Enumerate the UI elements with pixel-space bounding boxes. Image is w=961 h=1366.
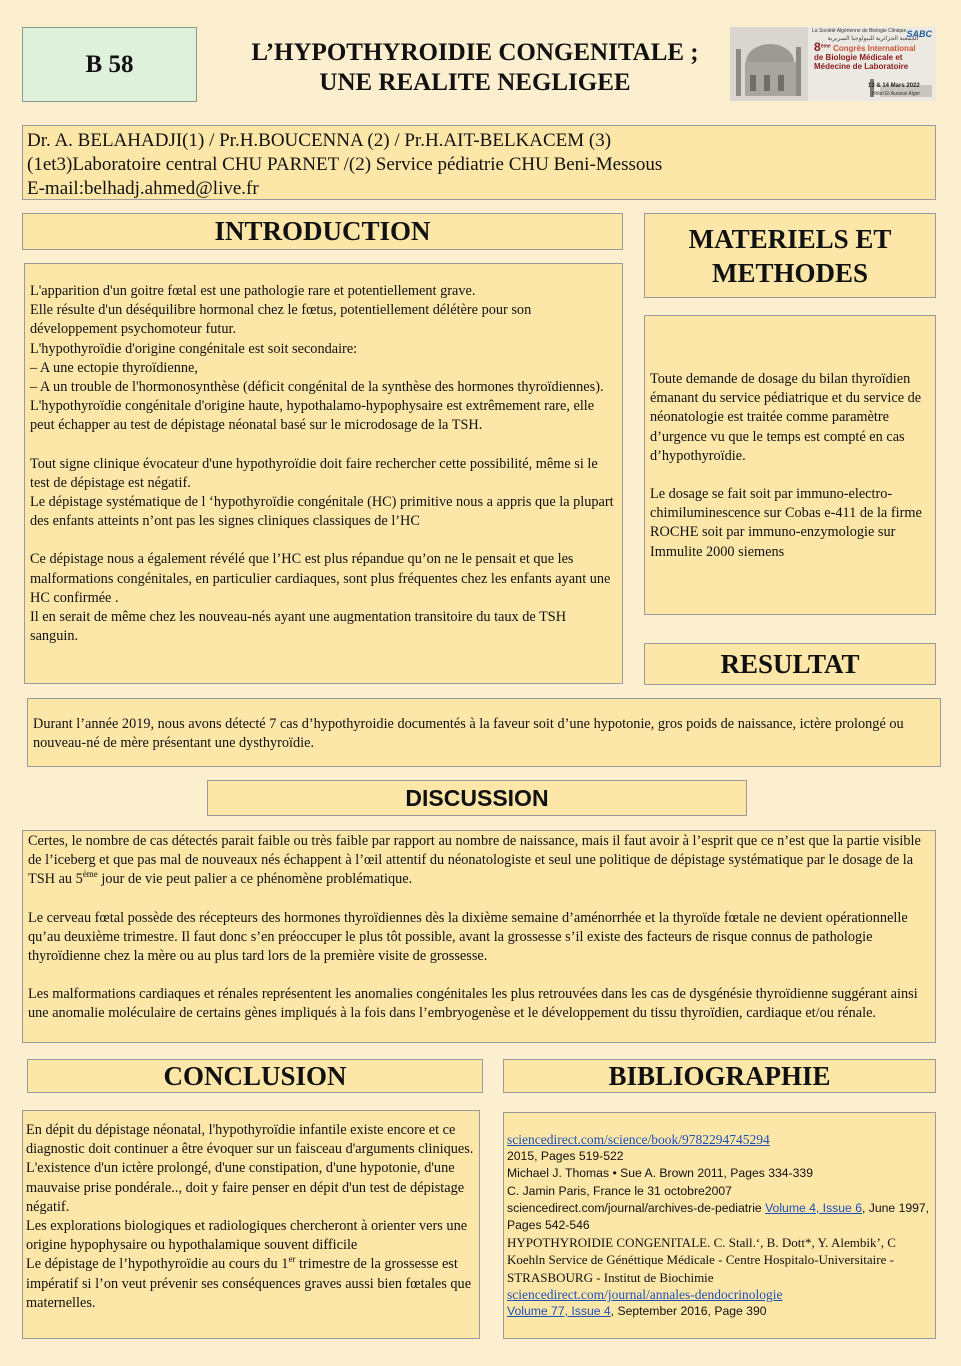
conclusion-last-line bbox=[26, 1255, 474, 1313]
bib-entry: Michael J. Thomas • Sue A. Brown 2011, Pages 334-339 bbox=[507, 1166, 813, 1181]
discussion-heading: DISCUSSION bbox=[405, 784, 549, 811]
bib-entry: HYPOTHYROIDIE CONGENITALE. C. Stall.‘, B. Dott*, Y. Alembik’, C Koehln Service de Généttique Médicale - Centre Hospitalo-Universitaire - STRASBOURG - Institut de Biochimie bbox=[507, 1235, 896, 1285]
discussion-p1-sup: ème bbox=[82, 869, 98, 880]
poster-id: B 58 bbox=[85, 50, 134, 78]
logo-dates: 13 & 14 Mars 2022 bbox=[868, 83, 920, 89]
bib-entry bbox=[507, 1200, 932, 1234]
bib-entry bbox=[507, 1303, 932, 1320]
congress-logo bbox=[730, 27, 936, 101]
methods-heading-line2: METHODES bbox=[711, 257, 869, 288]
intro-line: Il en serait de même chez les nouveau-nés ayant une augmentation transitoire du taux de TSH sanguin. bbox=[30, 609, 567, 645]
bibliography-body bbox=[503, 1112, 936, 1339]
discussion-paragraph-2: Le cerveau fœtal possède des récepteurs des hormones thyroïdiennes dès la dixième semaine d’aménorrhée et la thyroïde fœtale ne devient opérationnelle qu’au deuxième trimestre. Il faut donc s’en préoccuper le plus tôt possible, avant la grossesse s’il existe des facteurs de risque connus de pathologie thyroïdienne chez la mère ou au plus tard lors de la première visite de grossesse. bbox=[28, 909, 908, 965]
discussion-paragraph-1 bbox=[28, 832, 930, 890]
introduction-body bbox=[24, 263, 623, 684]
intro-line: L'apparition d'un goitre fœtal est une pathologie rare et potentiellement grave. bbox=[30, 283, 476, 299]
methods-paragraph-2: Le dosage se fait soit par immuno-electro-chimiluminescence sur Cobas e-411 de la firme ROCHE soit par immuno-enzymologie sur Immulite 2000 siemens bbox=[650, 486, 922, 560]
result-heading-box bbox=[644, 643, 936, 685]
conclusion-line: En dépit du dépistage néonatal, l'hypothyroïdie infantile existe encore et ce diagnostic doit continuer a être évoquer sur un faisceau d'arguments cliniques. bbox=[26, 1122, 474, 1158]
bib-entry-end: , September 2016, Page 390 bbox=[610, 1304, 767, 1319]
bib-volume-link[interactable]: Volume 4, Issue 6 bbox=[765, 1200, 862, 1215]
logo-congress bbox=[814, 40, 934, 71]
logo-congress-suffix: ème bbox=[820, 43, 831, 50]
bib-entry: 2015, Pages 519-522 bbox=[507, 1149, 624, 1164]
discussion-body bbox=[22, 830, 936, 1043]
conclusion-heading-box bbox=[27, 1059, 483, 1093]
intro-line: Le dépistage systématique de l ‘hypothyroïdie congénitale (HC) primitive nous a appris que la plupart des enfants atteints n’ont pas les signes cliniques classiques de l’HC bbox=[30, 494, 614, 530]
logo-brand: SABC bbox=[906, 29, 932, 39]
conclusion-last-end: trimestre de la grossesse est impératif si l’on veut prévenir ses conséquences graves aussi bien fœtales que maternelles. bbox=[26, 1256, 472, 1311]
bib-entry: C. Jamin Paris, France le 31 octobre2007 bbox=[507, 1183, 732, 1198]
authors-line: Dr. A. BELAHADJI(1) / Pr.H.BOUCENNA (2) / Pr.H.AIT-BELKACEM (3) bbox=[27, 130, 612, 151]
email-line: E-mail:belhadj.ahmed@live.fr bbox=[27, 178, 259, 199]
poster-title bbox=[210, 38, 740, 98]
discussion-heading-box bbox=[207, 780, 747, 816]
logo-congress-line2: de Biologie Médicale et bbox=[814, 53, 903, 62]
intro-line: Tout signe clinique évocateur d'une hypothyroïdie doit faire rechercher cette possibilité, même si le test de dépistage est négatif. bbox=[30, 455, 598, 491]
bibliography-heading-box bbox=[503, 1059, 936, 1093]
bibliography-heading: BIBLIOGRAPHIE bbox=[608, 1060, 831, 1091]
bib-link-1[interactable]: sciencedirect.com/science/book/9782294745294 bbox=[507, 1132, 770, 1147]
methods-heading-box bbox=[644, 213, 936, 298]
bib-volume-link[interactable]: Volume 77, Issue 4 bbox=[507, 1304, 611, 1319]
conclusion-last-text: Le dépistage de l’hypothyroïdie au cours du 1 bbox=[26, 1256, 289, 1273]
logo-arabic: الجمعية الجزائرية للبيولوجيا السريرية bbox=[827, 36, 919, 42]
discussion-paragraph-3: Les malformations cardiaques et rénales représentent les anomalies congénitales les plus retrouvées dans les cas de dysgénésie thyroïdienne suggérant ainsi une anomalie moléculaire de certains gènes impliqués à la fois dans l’embryogenèse et le développement du tissu thyroïdien, cardiaque et/ou rénale. bbox=[28, 986, 918, 1022]
discussion-p1-end: jour de vie peut palier a ce phénomène problématique. bbox=[97, 871, 413, 888]
poster-id-box bbox=[22, 27, 197, 102]
conclusion-last-sup: er bbox=[288, 1254, 296, 1265]
affiliations-line: (1et3)Laboratoire central CHU PARNET /(2) Service pédiatrie CHU Beni-Messous bbox=[27, 154, 663, 175]
methods-paragraph-1: Toute demande de dosage du bilan thyroïdien émanant du service pédiatrique et du service de néonatologie est traitée comme paramètre d’urgence vu que le temps est compté en cas d’hypothyroïdie. bbox=[650, 371, 922, 464]
result-text: Durant l’année 2019, nous avons détecté 7 cas d’hypothyroidie documentés à la faveur soit d’une hypotonie, gros poids de naissance, ictère prolongé ou nouveau-né de mère présentant une dysthyroïdie. bbox=[33, 716, 904, 752]
intro-line: – A un trouble de l'hormonosynthèse (déficit congénital de la synthèse des hormones thyroïdiennes). bbox=[30, 379, 604, 396]
logo-venue: Hôtel El Aurassi Alger bbox=[872, 91, 921, 97]
discussion-p1-text: Certes, le nombre de cas détectés parait faible ou très faible par rapport au nombre de naissance, mais il faut avoir à l’esprit que ce n’est que la partie visible de l’iceberg et que pas mal de nouveaux nés échappent à l’œil attentif du néonatologiste et seul une politique de dépistage systématique par le dosage de la TSH au 5 bbox=[28, 833, 921, 888]
logo-congress-line3: Médecine de Laboratoire bbox=[814, 62, 909, 71]
intro-line: – A une ectopie thyroïdienne, bbox=[30, 359, 198, 376]
bib-entry-text: sciencedirect.com/journal/archives-de-pediatrie bbox=[507, 1200, 766, 1215]
title-line-2: UNE REALITE NEGLIGEE bbox=[319, 69, 631, 96]
introduction-heading-box bbox=[22, 213, 623, 250]
logo-society: La Société Algérienne de Biologie Clinique bbox=[812, 28, 907, 34]
result-heading: RESULTAT bbox=[720, 648, 860, 679]
conclusion-body bbox=[22, 1110, 480, 1339]
title-line-1: L’HYPOTHYROIDIE CONGENITALE ; bbox=[251, 39, 699, 66]
methods-heading-line1: MATERIELS ET bbox=[688, 223, 892, 254]
bib-entry-end: , June 1997, Pages 542-546 bbox=[507, 1200, 930, 1233]
bib-link-2[interactable]: sciencedirect.com/journal/annales-dendocrinologie bbox=[507, 1286, 783, 1302]
methods-body bbox=[644, 315, 936, 615]
intro-line: Elle résulte d'un déséquilibre hormonal chez le fœtus, potentiellement délétère pour son développement psychomoteur futur. bbox=[30, 302, 532, 338]
conclusion-line: L'existence d'un ictère prolongé, d'une constipation, d'une hypotonie, d'une mauvaise prise pondérale.., doit y faire penser en dépit d'un test de dépistage négatif. bbox=[26, 1160, 465, 1215]
logo-congress-num: 8 bbox=[814, 40, 821, 54]
authors-box bbox=[22, 125, 936, 200]
intro-line: L'hypothyroïdie congénitale d'origine haute, hypothalamo-hypophysaire est extrêmement rare, elle peut échapper au test de dépistage néonatal basé sur le microdosage de la TSH. bbox=[30, 398, 595, 434]
introduction-heading: INTRODUCTION bbox=[214, 216, 431, 246]
intro-line: Ce dépistage nous a également révélé que l’HC est plus répandue qu’on ne le pensait et que les malformations congénitales, en particulier cardiaques, sont plus fréquentes chez les enfants ayant une HC confirmée . bbox=[30, 551, 611, 606]
logo-congress-line1: Congrès International bbox=[832, 44, 916, 53]
result-body bbox=[27, 698, 941, 767]
conclusion-heading: CONCLUSION bbox=[163, 1060, 347, 1091]
conclusion-line: Les explorations biologiques et radiologiques chercheront à orienter vers une origine hypophysaire ou hypothalamique souvent difficile bbox=[26, 1218, 468, 1254]
intro-line: L'hypothyroïdie d'origine congénitale est soit secondaire: bbox=[30, 340, 358, 357]
